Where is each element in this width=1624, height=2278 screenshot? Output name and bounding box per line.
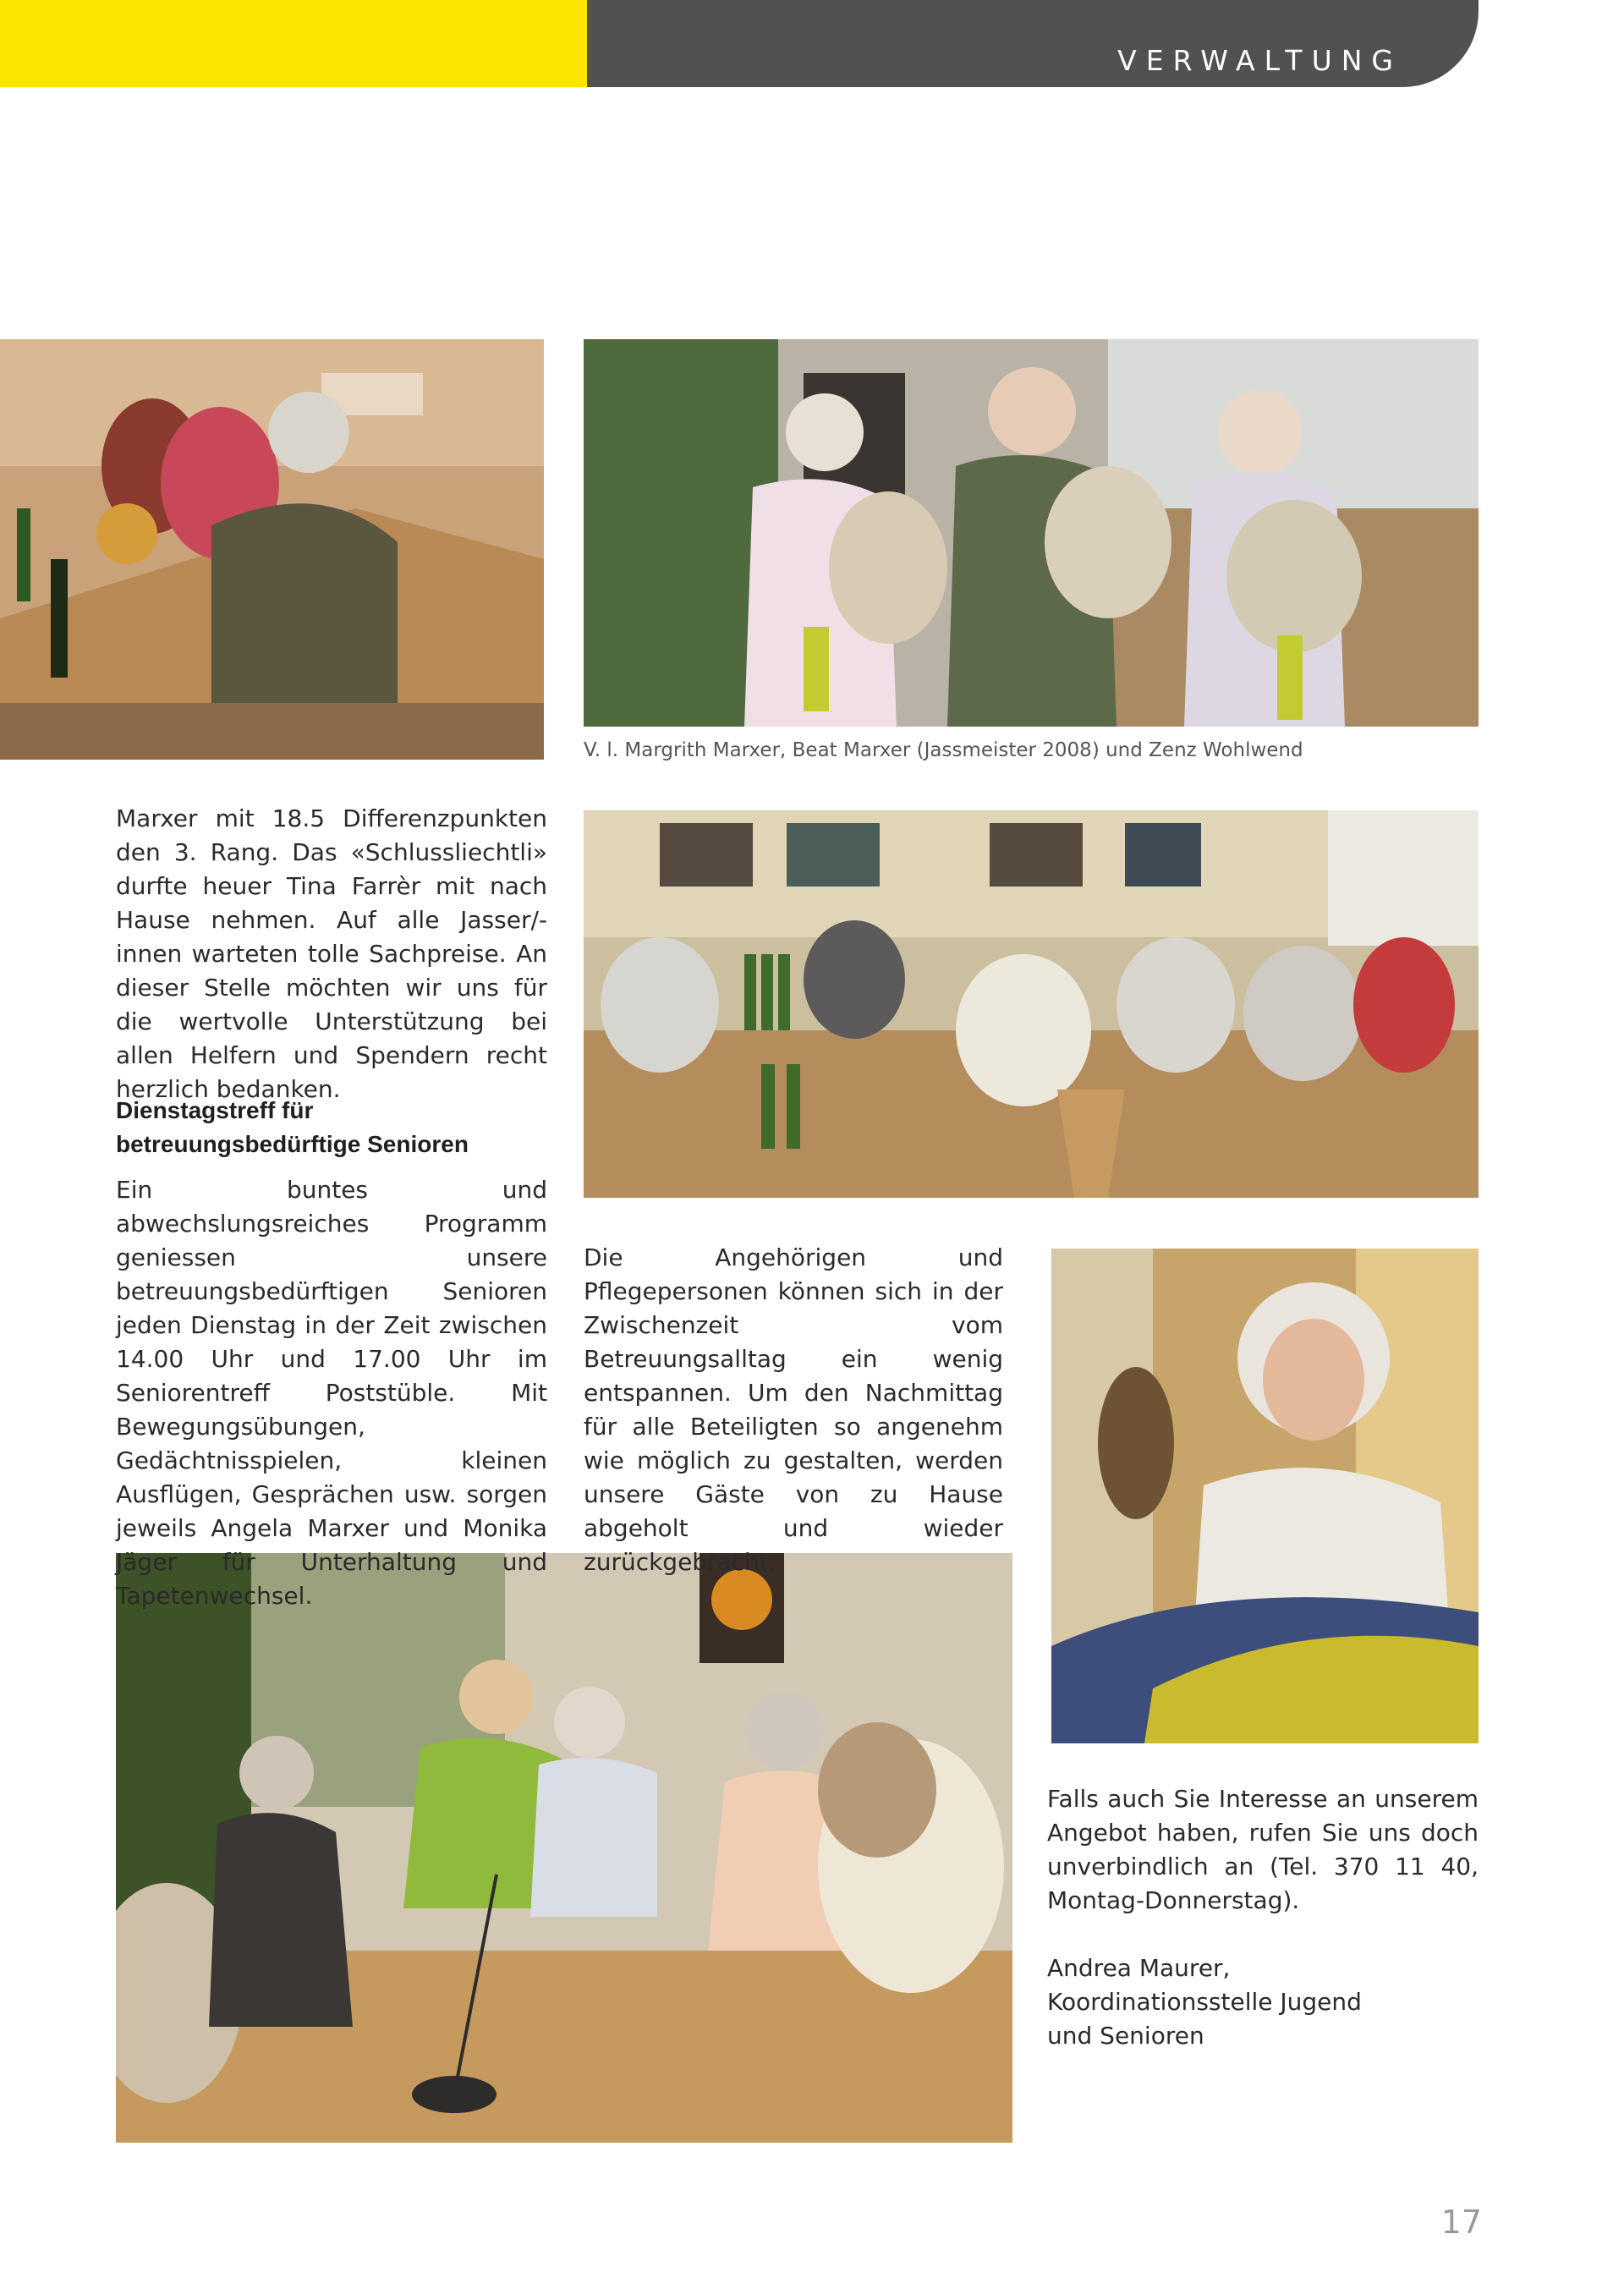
header-yellow-bar bbox=[0, 0, 587, 87]
photo-icon bbox=[0, 339, 544, 760]
article-paragraph-3: Die Angehörigen und Pflegepersonen können sich in der Zwischenzeit vom Betreuungsalltag ein wenig entspannen. Um den Nachmittag für alle Beteiligten so angenehm wie möglich zu gestalten, werden unsere Gäste von zu Hause abgeholt und wieder zurückgebracht. bbox=[584, 1243, 1003, 1576]
photo-icon bbox=[584, 339, 1479, 727]
page-number: 17 bbox=[1440, 2204, 1482, 2241]
photo-caption: V. l. Margrith Marxer, Beat Marxer (Jassmeister 2008) und Zenz Wohlwend bbox=[584, 739, 1303, 761]
article-intro-paragraph: Marxer mit 18.5 Differenzpunkten den 3. Rang. Das «Schlussliechtli» durfte heuer Tina Farrèr mit nach Hause nehmen. Auf alle Jasser/-innen warteten tolle Sachpreise. An dieser Stelle möchten wir uns für die wertvolle Unterstützung bei allen Helfern und Spendern recht herzlich bedanken. bbox=[116, 804, 547, 1103]
photo-card-players bbox=[0, 339, 544, 760]
signature-department: Koordinationsstelle Jugend bbox=[1047, 1988, 1362, 2016]
photo-senior-portrait bbox=[1051, 1249, 1479, 1743]
photo-seniors-tables bbox=[584, 810, 1479, 1198]
article-heading: Dienstagstreff für betreuungsbedürftige Senioren bbox=[116, 1097, 469, 1157]
article-paragraph-2: Ein buntes und abwechslungsreiches Programm geniessen unsere betreuungsbedürftigen Senioren jeden Dienstag in der Zeit zwischen 14.00 Uhr und 17.00 Uhr im Seniorentreff Poststüble. Mit Bewegungsübungen, Gedächtnisspielen, kleinen Ausflügen, Gesprächen usw. sorgen jeweils Angela Marxer und Monika Jäger für Unterhaltung und Tapetenwechsel. bbox=[116, 1176, 547, 1610]
signature-name: Andrea Maurer, bbox=[1047, 1954, 1231, 1982]
signature-department-2: und Senioren bbox=[1047, 2022, 1204, 2050]
photo-jass-winners bbox=[584, 339, 1479, 727]
photo-seniors-exercise bbox=[116, 1553, 1012, 2143]
header-section-tab bbox=[587, 0, 1479, 87]
article-paragraph-4: Falls auch Sie Interesse an unserem Angebot haben, rufen Sie uns doch unverbindlich an (Tel. 370 11 40, Montag-Donnerstag). bbox=[1047, 1785, 1479, 1914]
photo-icon bbox=[584, 810, 1479, 1198]
photo-icon bbox=[1051, 1249, 1479, 1743]
section-label: VERWALTUNG bbox=[1117, 44, 1402, 77]
signature-block bbox=[1047, 1951, 1479, 2053]
photo-icon bbox=[116, 1553, 1012, 2143]
